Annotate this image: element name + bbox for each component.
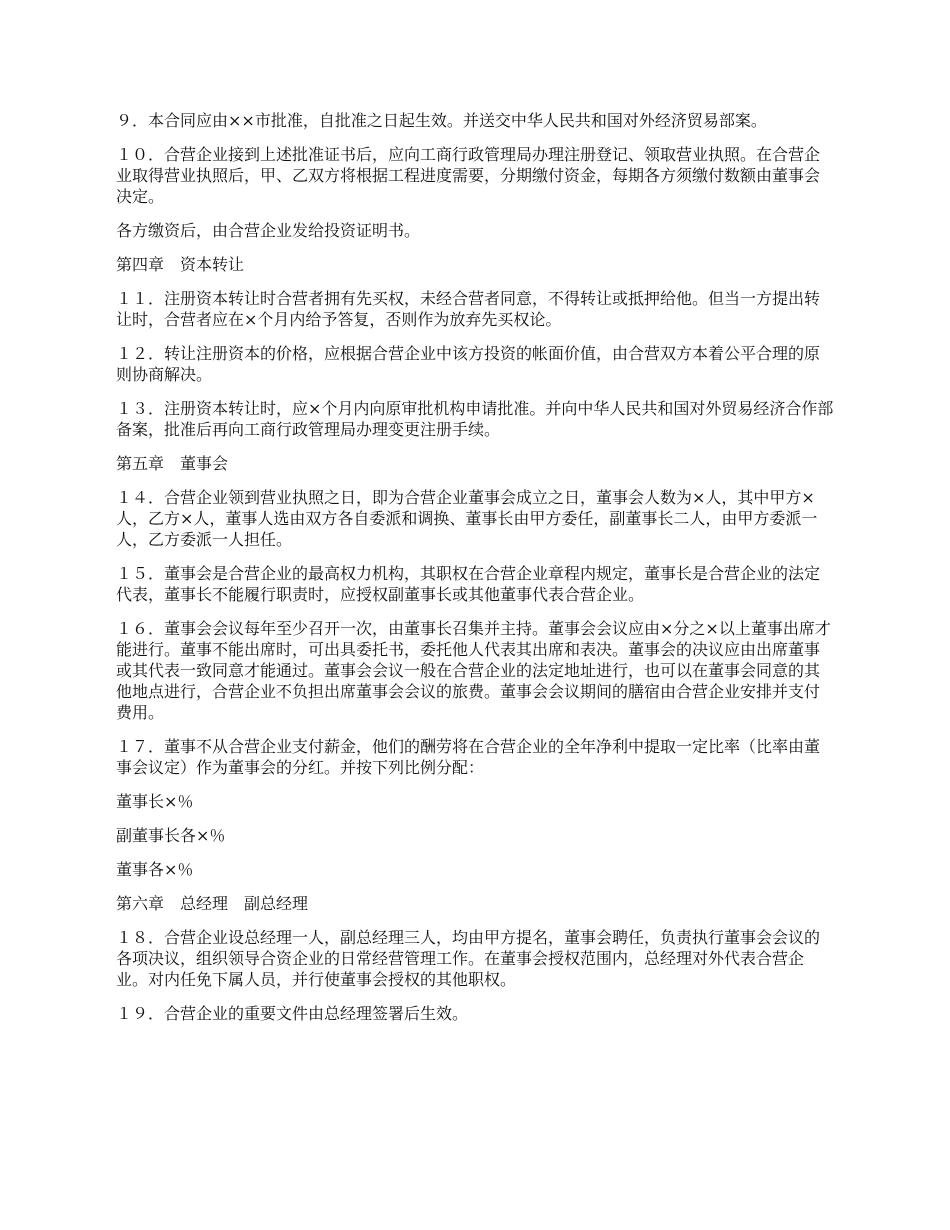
clause-16: １６．董事会会议每年至少召开一次，由董事长召集并主持。董事会会议应由×分之×以上董事出席才能进行。董事不能出席时，可出具委托书，委托他人代表其出席和表决。董事会的决议应由出席董事或其代表一致同意才能通过。董事会会议一般在合营企业的法定地址进行，也可以在董事会同意的其他地点进行，合营企业不负担出席董事会会议的旅费。董事会会议期间的膳宿由合营企业安排并支付费用。 xyxy=(116,619,831,722)
clause-9: ９．本合同应由××市批准，自批准之日起生效。并送交中华人民共和国对外经济贸易部案。 xyxy=(116,111,767,130)
chairman-share: 董事长×％ xyxy=(116,792,194,811)
chapter-5-heading: 第五章 董事会 xyxy=(116,454,229,473)
investment-certificate-note: 各方缴资后，由合营企业发给投资证明书。 xyxy=(116,221,421,240)
document-page xyxy=(116,110,834,1037)
chapter-4-heading: 第四章 资本转让 xyxy=(116,255,245,274)
chapter-6-heading: 第六章 总经理 副总经理 xyxy=(116,894,309,913)
vice-chairman-share: 副董事长各×％ xyxy=(116,826,226,845)
clause-17: １７．董事不从合营企业支付薪金，他们的酬劳将在合营企业的全年净利中提取一定比率（比率由董事会议定）作为董事会的分红。并按下列比例分配： xyxy=(116,737,821,777)
clause-15: １５．董事会是合营企业的最高权力机构，其职权在合营企业章程内规定，董事长是合营企业的法定代表，董事长不能履行职责时，应授权副董事长或其他董事代表合营企业。 xyxy=(116,564,821,604)
clause-14: １４．合营企业领到营业执照之日，即为合营企业董事会成立之日，董事会人数为×人，其中甲方×人，乙方×人，董事人选由双方各自委派和调换、董事长由甲方委任，副董事长二人，由甲方委派一人，乙方委派一人担任。 xyxy=(116,488,818,549)
director-share: 董事各×％ xyxy=(116,860,194,879)
clause-11: １１．注册资本转让时合营者拥有先买权，未经合营者同意，不得转让或抵押给他。但当一方提出转让时，合营者应在×个月内给予答复，否则作为放弃先买权论。 xyxy=(116,289,821,329)
clause-19: １９．合营企业的重要文件由总经理签署后生效。 xyxy=(116,1004,469,1023)
clause-13: １３．注册资本转让时，应×个月内向原审批机构申请批准。并向中华人民共和国对外贸易经济合作部备案，批准后再向工商行政管理局办理变更注册手续。 xyxy=(116,399,834,439)
clause-12: １２．转让注册资本的价格，应根据合营企业中该方投资的帐面价值，由合营双方本着公平合理的原则协商解决。 xyxy=(116,344,821,384)
clause-18: １８．合营企业设总经理一人，副总经理三人，均由甲方提名，董事会聘任，负责执行董事会会议的各项决议，组织领导合资企业的日常经营管理工作。在董事会授权范围内，总经理对外代表合营企业。对内任免下属人员，并行使董事会授权的其他职权。 xyxy=(116,928,821,989)
clause-10: １０．合营企业接到上述批准证书后，应向工商行政管理局办理注册登记、领取营业执照。在合营企业取得营业执照后，甲、乙双方将根据工程进度需要，分期缴付资金，每期各方须缴付数额由董事会决定。 xyxy=(116,145,821,206)
